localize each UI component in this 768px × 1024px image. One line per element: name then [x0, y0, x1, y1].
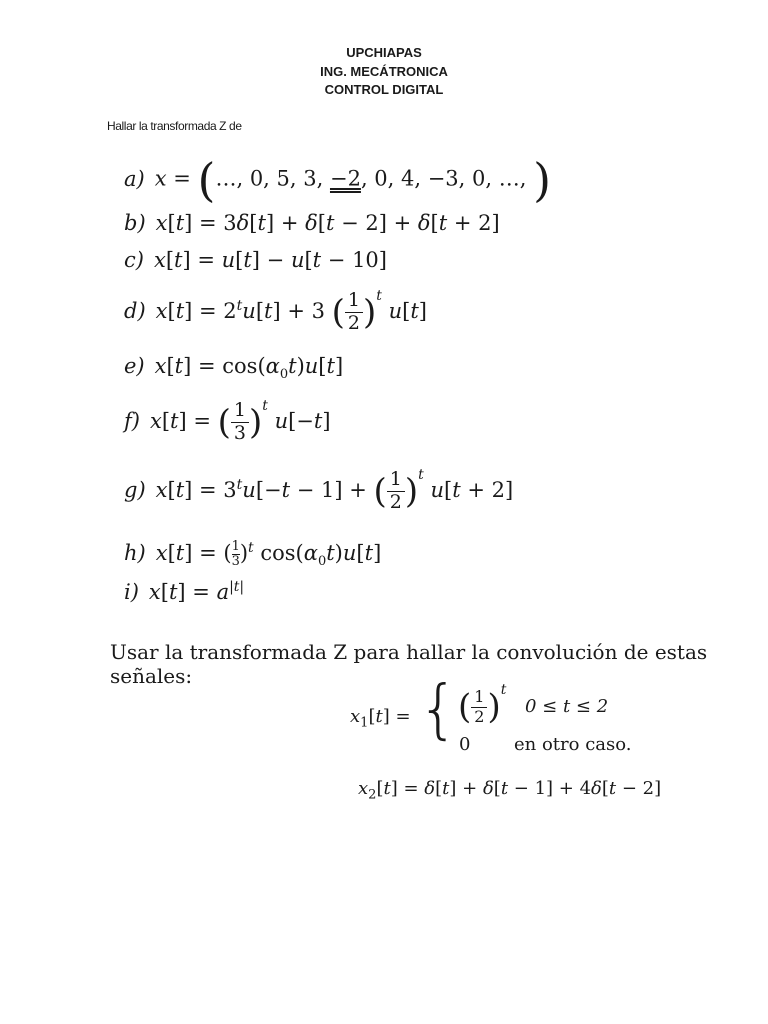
label-h: h) — [124, 541, 146, 565]
label-e: e) — [124, 354, 145, 378]
header-career: ING. MECÁTRONICA — [320, 64, 448, 79]
header-course: CONTROL DIGITAL — [324, 82, 444, 97]
x1-case-range: 0 ≤ t ≤ 2 — [525, 696, 609, 717]
instruction-text: Hallar la transformada Z de — [107, 119, 242, 133]
x1-lhs: $x_1[t]$ = — [350, 706, 411, 731]
exercise-g: g) $x[t] = 3^tu[-t - 1]$ + ( $\frac{1}{2}$ )$^t$ u[t + 2] — [124, 467, 514, 513]
label-d: d) — [124, 299, 146, 323]
label-i: i) — [124, 580, 139, 604]
x1-case-zero: 0 — [459, 734, 471, 755]
x1-brace: { — [418, 673, 459, 747]
exercise-h: h) x[t] = ( $\frac{1}{3})^t$ $\cos(\alpha_0t)u[t]$ — [124, 539, 382, 570]
exercise-e: e) $x[t] = \cos(\alpha_0t)u[t]$ — [124, 354, 344, 383]
exercise-a: a) x = (…, 0, 5, 3, −2, 0, 4, −3, 0, …, ) — [124, 153, 552, 207]
x2-definition: $x_2[t] = \delta[t] + \delta[t - 1] + 4\delta[t - 2]$ — [358, 778, 662, 803]
exercise-b: b) x[t] = 3δ[t] + δ[t − 2] + δ[t + 2] — [124, 211, 500, 235]
label-f: f) — [124, 409, 140, 433]
exercise-i: i) $x[t] = a^{|t|}$ — [124, 579, 245, 604]
label-a: a) — [124, 166, 145, 191]
exercise-c: c) x[t] = u[t] − u[t − 10] — [124, 248, 387, 272]
convolution-instruction: Usar la transformada Z para hallar la convolución de estas señales: — [110, 640, 708, 688]
label-c: c) — [124, 248, 144, 272]
label-g: g) — [124, 478, 146, 502]
label-b: b) — [124, 211, 146, 235]
exercise-d: d) $x[t] = 2^tu[t] + 3$ ( $\frac{1}{2}$ )$^t$ u[t] — [124, 288, 427, 334]
exercise-f: f) x[t] = ( $\frac{1}{3}$ )$^t$ u[−t] — [124, 398, 331, 444]
x1-case-half: ( $\frac{1}{2}$ )$^t$ — [458, 682, 507, 727]
header-university: UPCHIAPAS — [346, 45, 422, 60]
x1-case-other: en otro caso. — [514, 734, 632, 755]
